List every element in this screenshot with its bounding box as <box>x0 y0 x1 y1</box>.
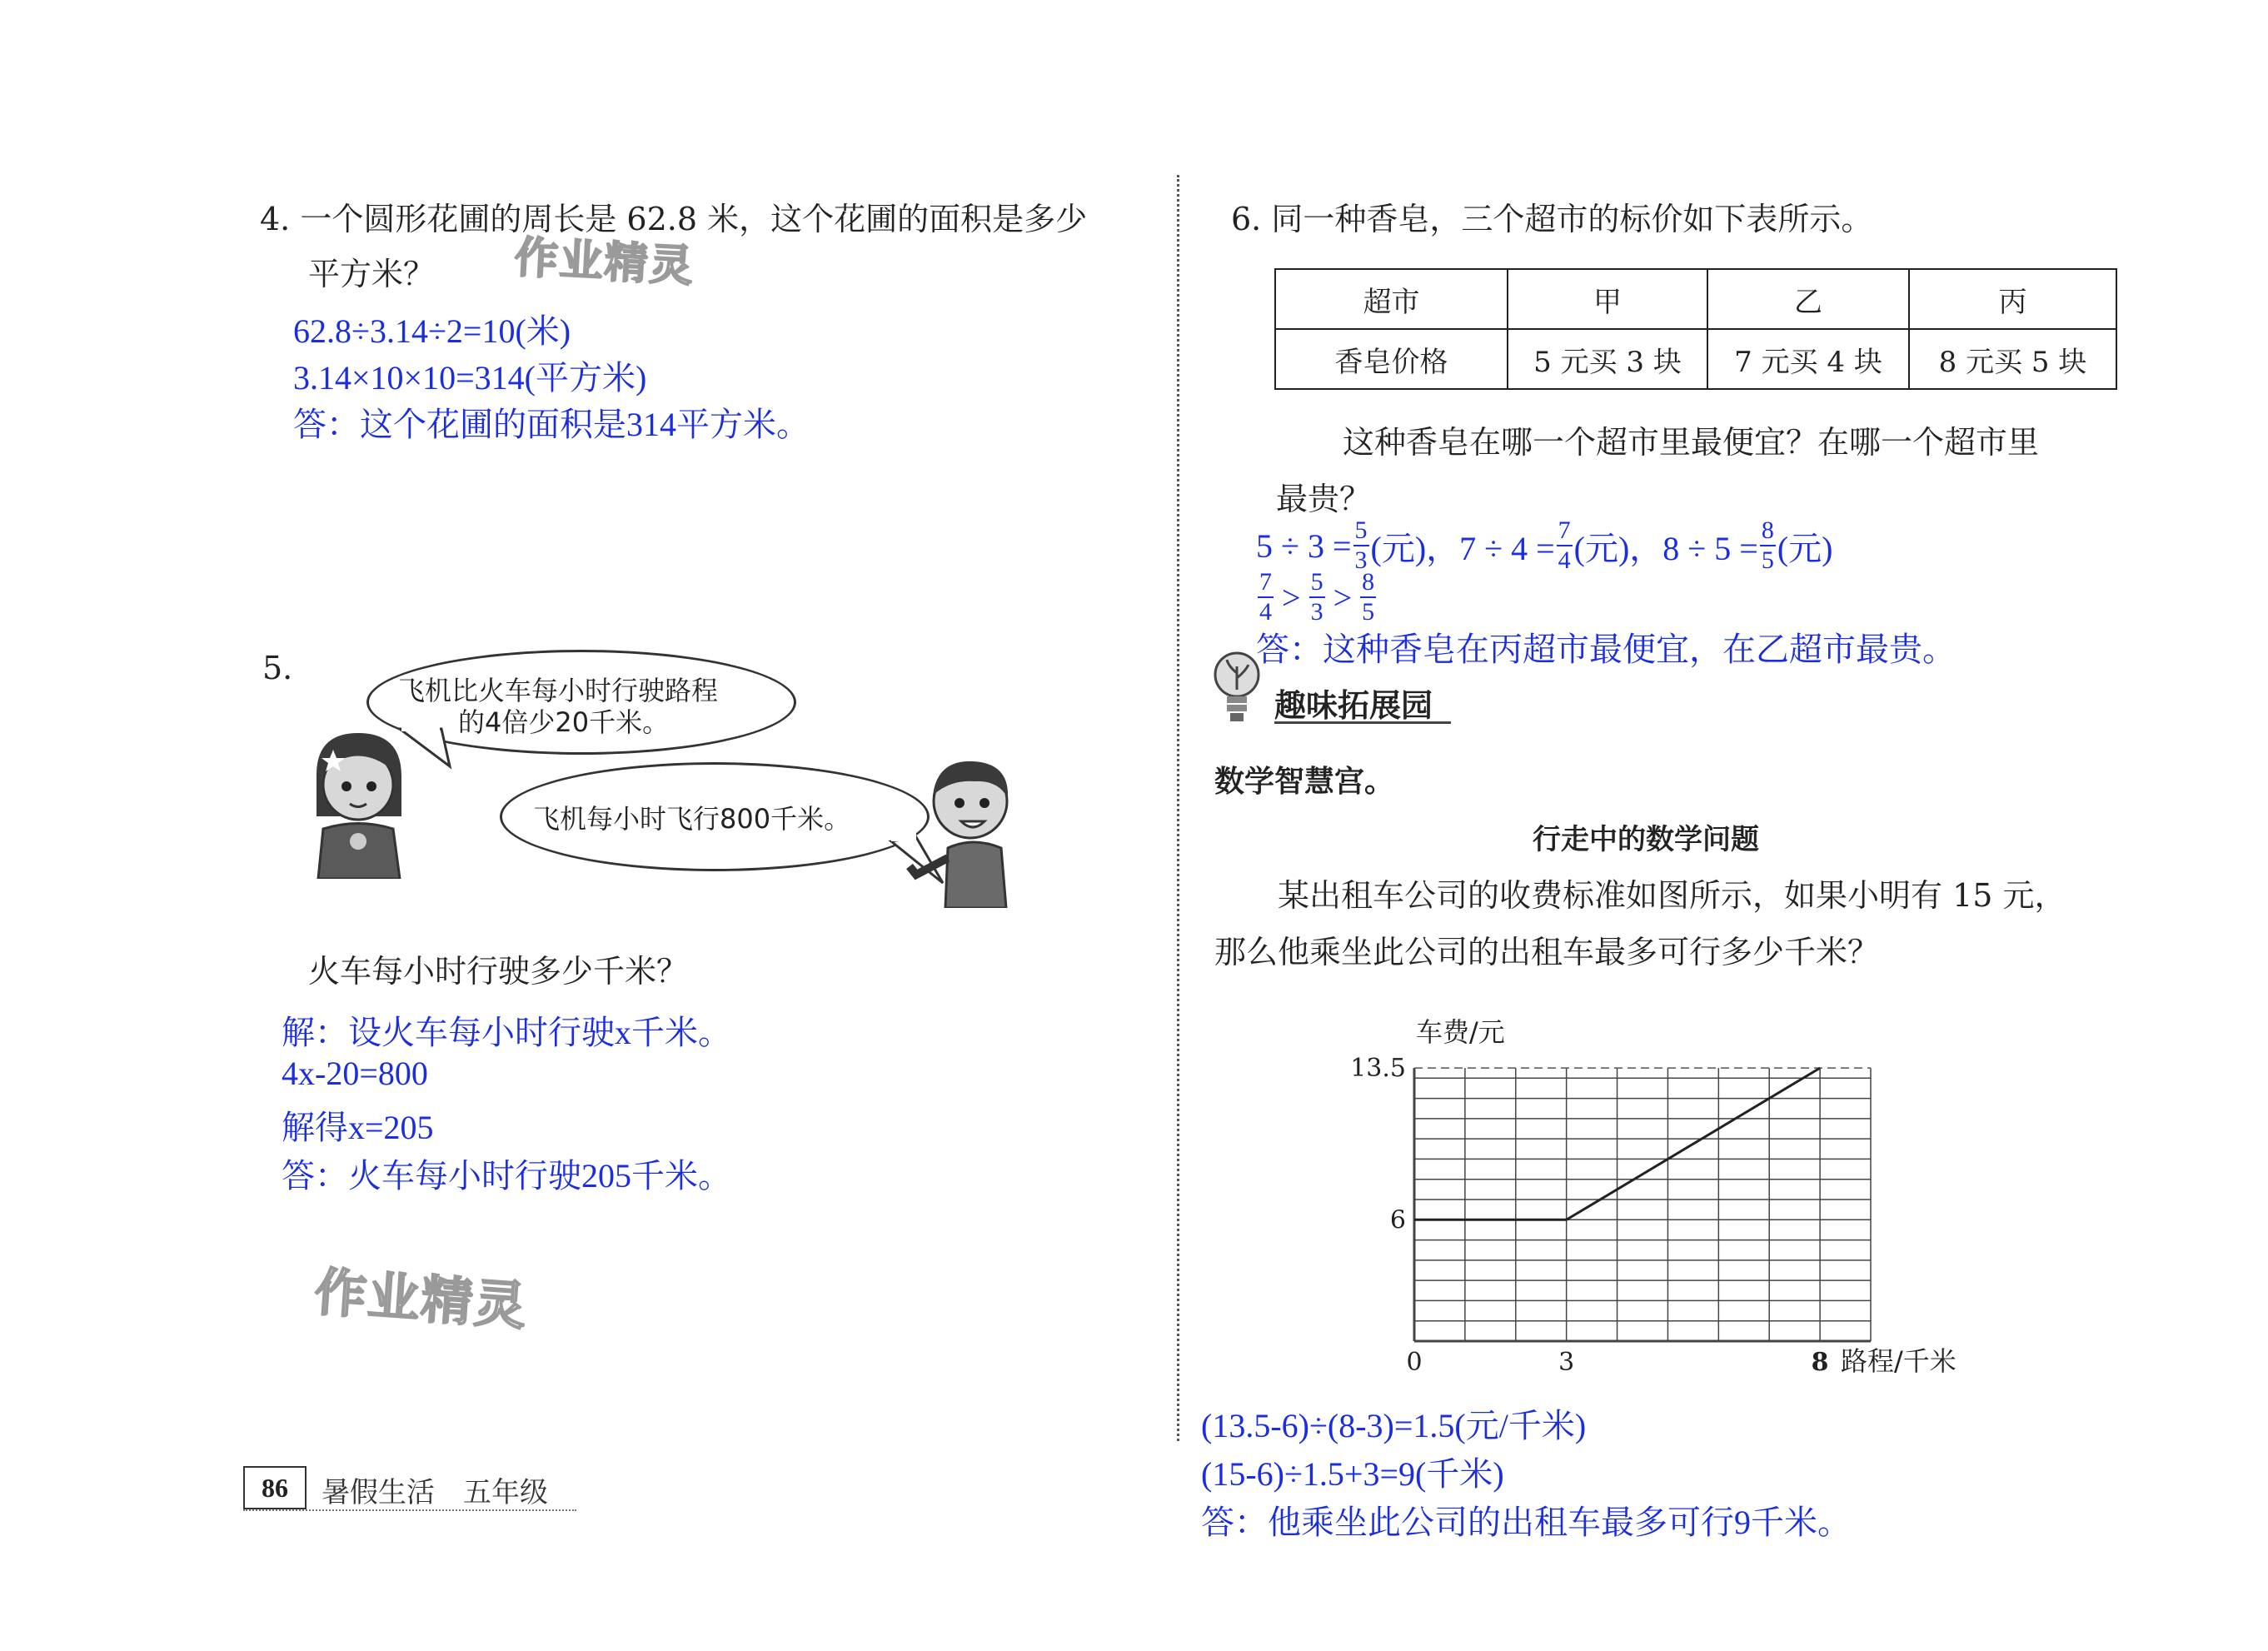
boy-illustration <box>900 750 1024 908</box>
fraction-7-4-b: $\frac{7}{4}$ <box>1259 568 1272 626</box>
center-divider <box>1177 175 1179 1441</box>
extension-answer-1: (13.5-6)÷(8-3)=1.5(元/千米) <box>1201 1407 1587 1444</box>
taxi-fare-chart <box>1324 1008 2016 1399</box>
extension-heading: 行走中的数学问题 <box>1533 823 1759 856</box>
speech-bubble-1-line1: 飞机比火车每小时行驶路程 <box>398 675 719 706</box>
table-row <box>1275 329 2116 389</box>
footer-dotted-line <box>243 1509 576 1511</box>
extension-subtitle: 数学智慧宫。 <box>1214 765 1395 799</box>
q5-question: 火车每小时行驶多少千米？ <box>308 953 689 990</box>
price-table <box>1274 268 2117 390</box>
q6-ans-seg-b: (元)，7 ÷ 4 = <box>1370 529 1555 567</box>
q5-answer-3: 解得x=205 <box>282 1109 434 1146</box>
chart-ticks <box>1350 1054 1828 1377</box>
q6-answer-2 <box>1256 570 1378 625</box>
q4-line1: 4. 一个圆形花圃的周长是 62.8 米，这个花圃的面积是多少 <box>260 201 1088 237</box>
fraction-8-5: $\frac{8}{5}$ <box>1761 516 1774 574</box>
greater-than-1: > <box>1282 578 1301 616</box>
fraction-8-5-b: $\frac{8}{5}$ <box>1362 568 1375 626</box>
table-cell: 7 元买 4 块 <box>1707 329 1909 389</box>
chart-x-axis-label: 路程/千米 <box>1841 1345 1956 1377</box>
q5-answer-2: 4x-20=800 <box>282 1055 428 1092</box>
lightbulb-icon <box>1212 648 1262 731</box>
q5-answer-4: 答：火车每小时行驶205千米。 <box>282 1157 731 1195</box>
table-cell: 香皂价格 <box>1275 329 1508 389</box>
table-header-cell: 超市 <box>1275 269 1508 329</box>
extension-answer-2: (15-6)÷1.5+3=9(千米) <box>1201 1455 1504 1493</box>
table-cell: 5 元买 3 块 <box>1508 329 1707 389</box>
q6-line1: 6. 同一种香皂，三个超市的标价如下表所示。 <box>1231 201 1873 237</box>
girl-illustration <box>300 725 416 879</box>
footer-title: 暑假生活 五年级 <box>322 1476 548 1509</box>
q6-ans-seg-c: (元)，8 ÷ 5 = <box>1573 529 1758 567</box>
extension-text-1: 某出租车公司的收费标准如图所示，如果小明有 15 元， <box>1278 877 2066 914</box>
fraction-7-4: $\frac{7}{4}$ <box>1558 516 1571 574</box>
q5-answer-1: 解：设火车每小时行驶x千米。 <box>282 1014 731 1051</box>
watermark-1: 作业精灵 <box>513 232 696 292</box>
table-header-cell: 乙 <box>1707 269 1909 329</box>
greater-than-2: > <box>1333 578 1353 616</box>
speech-bubble-1-line2: 的4倍少20千米。 <box>458 706 670 738</box>
table-cell: 8 元买 5 块 <box>1909 329 2116 389</box>
q6-ans-seg-a: 5 ÷ 3 = <box>1256 526 1352 565</box>
chart-x-tick-label: 0 <box>1406 1348 1423 1377</box>
table-header-cell: 丙 <box>1909 269 2116 329</box>
extension-title: 趣味拓展园 <box>1274 687 1433 724</box>
q6-question-line1: 这种香皂在哪一个超市里最便宜？在哪一个超市里 <box>1343 424 2040 461</box>
page-number: 86 <box>262 1473 288 1503</box>
fraction-5-3-b: $\frac{5}{3}$ <box>1310 568 1323 626</box>
q4-line2: 平方米？ <box>308 256 436 292</box>
chart-y-tick-label: 6 <box>1389 1205 1406 1235</box>
extension-text-2: 那么他乘坐此公司的出租车最多可行多少千米？ <box>1214 934 1880 970</box>
q6-question-line2: 最贵？ <box>1276 481 1372 517</box>
q6-answer-3: 答：这种香皂在丙超市最便宜，在乙超市最贵。 <box>1256 631 1956 668</box>
table-header-row <box>1275 269 2116 329</box>
chart-x-tick-label: 3 <box>1558 1348 1575 1377</box>
chart-grid <box>1414 1068 1871 1341</box>
extension-title-underline <box>1274 721 1451 724</box>
speech-bubble-2-text: 飞机每小时飞行800千米。 <box>533 803 851 835</box>
table-header-cell: 甲 <box>1508 269 1707 329</box>
extension-answer-3: 答：他乘坐此公司的出租车最多可行9千米。 <box>1201 1504 1851 1541</box>
q6-ans-seg-d: (元) <box>1777 529 1833 567</box>
chart-y-tick-label: 13.5 <box>1350 1054 1406 1084</box>
q4-answer-3: 答：这个花圃的面积是314平方米。 <box>293 406 810 443</box>
chart-y-axis-label: 车费/元 <box>1416 1016 1505 1048</box>
q5-number: 5. <box>262 650 293 686</box>
watermark-2: 作业精灵 <box>312 1261 530 1337</box>
page-number-box <box>243 1466 307 1509</box>
q4-answer-2: 3.14×10×10=314(平方米) <box>293 359 647 397</box>
q6-answer-1 <box>1256 518 1832 573</box>
fraction-5-3: $\frac{5}{3}$ <box>1354 516 1368 574</box>
chart-x-tick-label: 8 <box>1811 1348 1829 1377</box>
q4-answer-1: 62.8÷3.14÷2=10(米) <box>293 312 571 350</box>
